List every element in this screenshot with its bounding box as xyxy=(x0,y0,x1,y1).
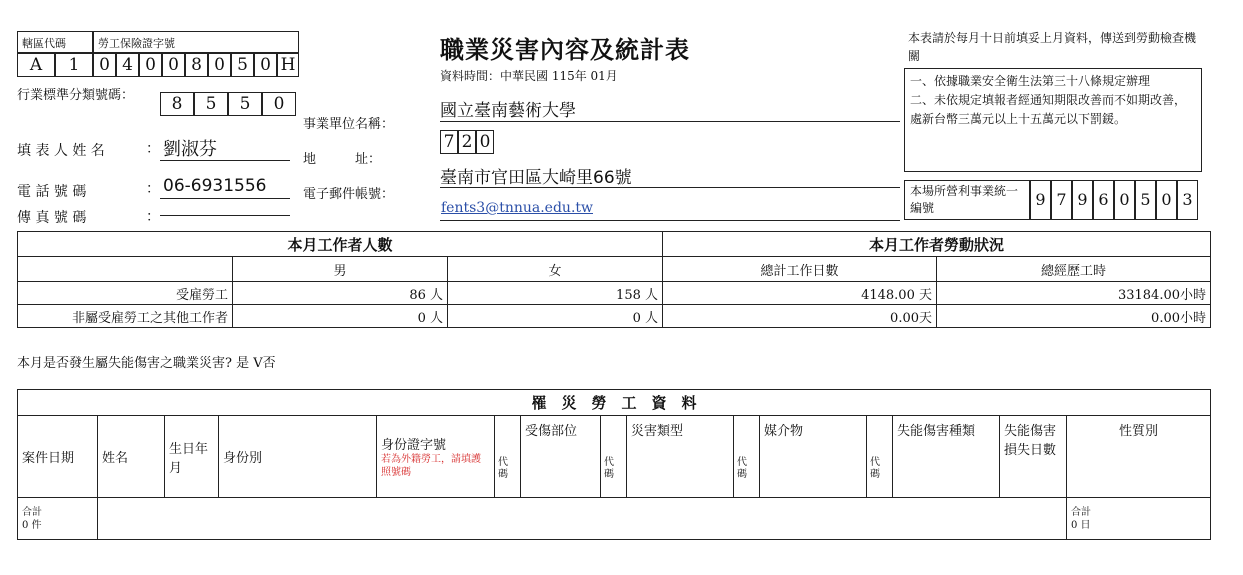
business-id-digit: 6 xyxy=(1093,180,1114,220)
row-label: 非屬受雇勞工之其他工作者 xyxy=(18,305,233,328)
postal-digits xyxy=(440,130,494,154)
industry-digit: 8 xyxy=(160,92,194,116)
insurance-digit: 0 xyxy=(139,53,162,77)
filler-colon: ： xyxy=(146,141,160,157)
col-id-label: 身份證字號 xyxy=(381,438,447,453)
col-male: 男 xyxy=(233,257,448,282)
col-lost-days: 失能傷害損失日數 xyxy=(1000,416,1067,498)
address-value: 臺南市官田區大崎里66號 xyxy=(440,168,632,188)
code-cell xyxy=(734,416,760,498)
industry-digits xyxy=(160,92,296,116)
row-hours: 33184.00小時 xyxy=(937,282,1211,305)
phone-underline xyxy=(160,198,290,199)
postal-digit: 7 xyxy=(440,130,458,154)
business-id-digit: 0 xyxy=(1156,180,1177,220)
region-code-box xyxy=(17,31,93,53)
workers-blank-header xyxy=(18,257,233,282)
col-identity: 身份別 xyxy=(219,416,377,498)
row-male: 86 人 xyxy=(233,282,448,305)
region-digit: A xyxy=(17,53,55,77)
col-days: 總計工作日數 xyxy=(663,257,937,282)
victims-empty-row xyxy=(98,498,1067,540)
unit-name: 國立臺南藝術大學 xyxy=(440,101,576,121)
region-code-label: 轄區代碼 xyxy=(22,37,66,50)
table-row xyxy=(18,282,1211,305)
industry-digit: 5 xyxy=(228,92,262,116)
postal-digit: 0 xyxy=(476,130,494,154)
disability-question: 本月是否發生屬失能傷害之職業災害? 是 V否 xyxy=(17,356,276,371)
industry-digit: 0 xyxy=(262,92,296,116)
code-cell xyxy=(495,416,521,498)
business-id-digits xyxy=(1030,180,1198,220)
row-label: 受雇勞工 xyxy=(18,282,233,305)
business-id-digit: 9 xyxy=(1030,180,1051,220)
code-label: 代碼 xyxy=(498,457,508,480)
code-cell xyxy=(601,416,627,498)
code-label: 代碼 xyxy=(870,457,880,480)
row-female: 158 人 xyxy=(448,282,663,305)
code-cell xyxy=(867,416,893,498)
col-id-note: 若為外籍勞工，請填護照號碼 xyxy=(381,454,481,478)
col-disability-type: 失能傷害種類 xyxy=(893,416,1000,498)
region-digit: 1 xyxy=(55,53,93,77)
col-hours: 總經歷工時 xyxy=(937,257,1211,282)
insurance-digit: 4 xyxy=(116,53,139,77)
fax-label: 傳 真 號 碼 xyxy=(17,210,87,226)
unit-name-underline xyxy=(440,121,900,122)
victims-title: 罹 災 勞 工 資 料 xyxy=(18,390,1211,416)
phone-label: 電 話 號 碼 xyxy=(17,184,87,200)
row-hours: 0.00小時 xyxy=(937,305,1211,328)
fax-colon: ： xyxy=(146,209,160,225)
business-id-digit: 9 xyxy=(1072,180,1093,220)
total-days: 合計 0 日 xyxy=(1067,498,1211,540)
col-nature: 性質別 xyxy=(1067,416,1211,498)
notice-box-text: 一、依據職業安全衛生法第三十八條規定辦理 二、未依規定填報者經通知期限改善而不如期改善，處新台幣三萬元以上十五萬元以下罰鍰。 xyxy=(910,74,1187,126)
notice-box xyxy=(904,68,1202,172)
phone-value: 06-6931556 xyxy=(163,176,267,196)
insurance-digit: H xyxy=(277,53,299,77)
workers-status-header: 本月工作者勞動狀況 xyxy=(663,232,1211,257)
insurance-digit: 0 xyxy=(208,53,231,77)
address-underline xyxy=(440,187,900,188)
fax-underline xyxy=(160,215,290,216)
victims-table xyxy=(17,389,1211,540)
notice-top: 本表請於每月十日前填妥上月資料，傳送到勞動檢查機關 xyxy=(908,31,1197,63)
industry-digit: 5 xyxy=(194,92,228,116)
workers-table xyxy=(17,231,1211,328)
insurance-digit: 0 xyxy=(162,53,185,77)
data-period: 資料時間：中華民國 115年 01月 xyxy=(440,69,618,83)
col-medium: 媒介物 xyxy=(760,416,867,498)
insurance-label: 勞工保險證字號 xyxy=(98,37,175,50)
insurance-digit: 5 xyxy=(231,53,254,77)
insurance-box xyxy=(93,31,299,53)
business-id-label: 本場所營利事業統一編號 xyxy=(910,184,1019,215)
business-id-digit: 3 xyxy=(1177,180,1198,220)
phone-colon: ： xyxy=(146,181,160,197)
insurance-digit: 8 xyxy=(185,53,208,77)
business-id-digit: 7 xyxy=(1051,180,1072,220)
col-id-number xyxy=(377,416,495,498)
code-label: 代碼 xyxy=(604,457,614,480)
insurance-digit: 0 xyxy=(93,53,116,77)
business-id-digit: 0 xyxy=(1114,180,1135,220)
col-female: 女 xyxy=(448,257,663,282)
total-cases: 合計 0 件 xyxy=(18,498,98,540)
row-days: 0.00天 xyxy=(663,305,937,328)
business-id-digit: 5 xyxy=(1135,180,1156,220)
col-part: 受傷部位 xyxy=(521,416,601,498)
col-name: 姓名 xyxy=(98,416,165,498)
filler-underline xyxy=(160,160,290,161)
col-case-date: 案件日期 xyxy=(18,416,98,498)
filler-value: 劉淑芬 xyxy=(163,139,217,160)
business-id-box xyxy=(904,180,1030,220)
col-birth: 生日年月 xyxy=(165,416,219,498)
insurance-digits xyxy=(93,53,299,77)
insurance-digit: 0 xyxy=(254,53,277,77)
row-male: 0 人 xyxy=(233,305,448,328)
unit-name-label: 事業單位名稱： xyxy=(303,117,395,132)
region-code-digits xyxy=(17,53,93,77)
code-label: 代碼 xyxy=(737,457,747,480)
row-female: 0 人 xyxy=(448,305,663,328)
postal-digit: 2 xyxy=(458,130,476,154)
industry-label: 行業標準分類號碼： xyxy=(17,88,135,103)
email-label: 電子郵件帳號： xyxy=(303,187,395,202)
address-label: 地 址： xyxy=(303,152,382,167)
row-days: 4148.00 天 xyxy=(663,282,937,305)
filler-label: 填 表 人 姓 名 xyxy=(17,143,105,159)
col-type: 災害類型 xyxy=(627,416,734,498)
table-row xyxy=(18,305,1211,328)
email-underline xyxy=(440,220,900,221)
workers-count-header: 本月工作者人數 xyxy=(18,232,663,257)
email-value[interactable]: fents3@tnnua.edu.tw xyxy=(441,200,593,216)
form-title: 職業災害內容及統計表 xyxy=(440,35,690,64)
